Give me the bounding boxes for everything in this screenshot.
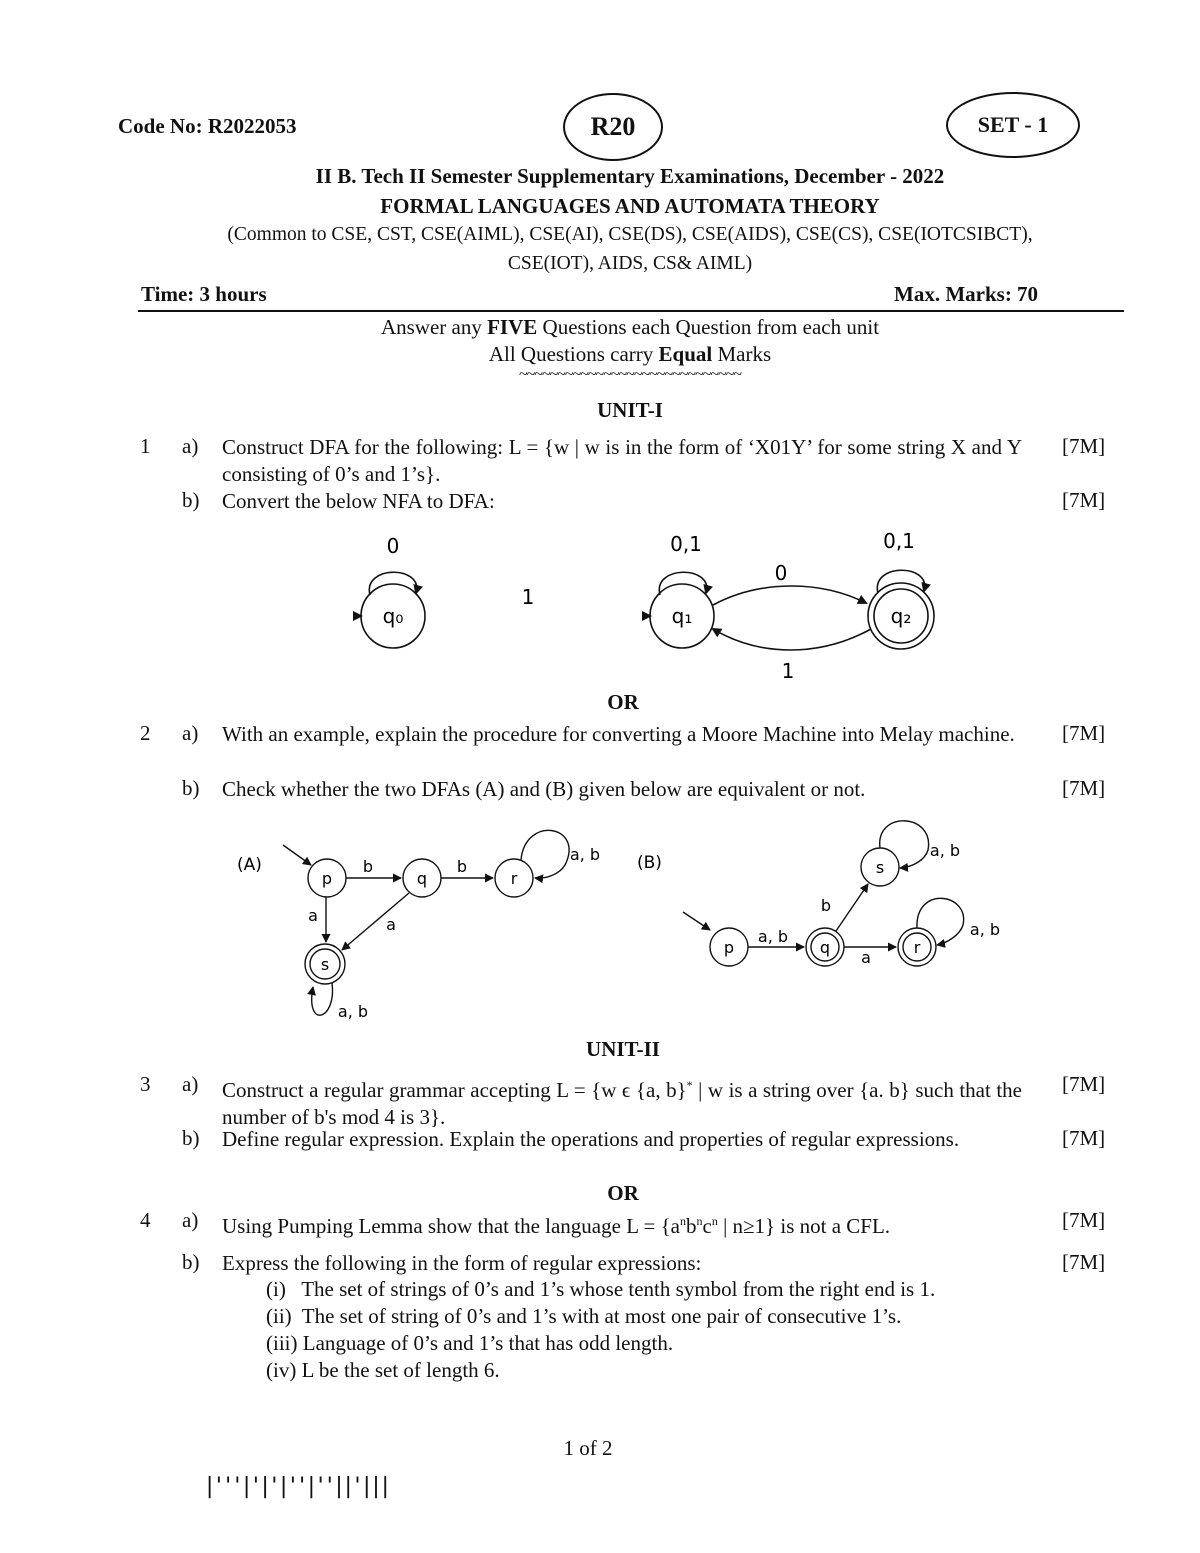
question-3-number: 3 [140,1072,151,1096]
question-4a-sup-2: n [696,1214,703,1228]
question-3a-label: a) [182,1072,199,1096]
nfa-loop-q2-label: 0,1 [883,529,915,553]
question-2a-text: With an example, explain the procedure for converting a Moore Machine into Melay machine. [222,722,1015,746]
max-marks: Max. Marks: 70 [894,282,1039,306]
question-2-number: 2 [140,721,151,745]
tilde-separator: ~~~~~~~~~~~~~~~~~~~~~~~~~~~~~ [518,366,742,383]
dfa-b-q-label: q [819,938,831,957]
question-2b-text: Check whether the two DFAs (A) and (B) given below are equivalent or not. [222,777,866,801]
nfa-edge-q2-q1-label: 1 [781,659,795,683]
dfa-b-loop-s [880,821,929,868]
question-4a-text-pre: Using Pumping Lemma show that the language L = {a [222,1214,680,1238]
question-1b-marks: [7M] [1062,488,1106,512]
dfa-a-loop-s-label: a, b [337,1002,369,1021]
nfa-edge-q2-q1 [713,629,871,650]
nfa-edge-q1-q2 [713,586,866,605]
dfa-a-edge-qr-label: b [456,857,468,876]
nfa-loop-q1-label: 0,1 [670,532,702,556]
or-separator-2: OR [607,1181,639,1205]
question-1a-marks: [7M] [1062,434,1106,458]
dfa-a-loop-s [312,983,333,1015]
dfa-b-s-label: s [875,858,885,877]
unit-1-heading: UNIT-I [597,398,663,422]
dfa-a-loop-r-label: a, b [569,845,601,864]
dfa-b-edge-qs [836,884,868,931]
barcode-text: |'''|'|'|''|''||'||| [203,1474,388,1499]
instruction-1-bold: FIVE [487,315,538,339]
common-to-line-1: (Common to CSE, CST, CSE(AIML), CSE(AI), CSE(DS), CSE(AIDS), CSE(CS), CSE(IOTCSIBCT), [227,224,1033,245]
question-3a-text-pre: Construct a regular grammar accepting L = {w ϵ {a, b} [222,1078,687,1102]
question-4a-text [222,1208,1022,1240]
nfa-q0-label: q₀ [382,604,404,628]
set-label: SET - 1 [977,112,1049,137]
dfa-a-p-label: p [321,869,333,888]
question-4a-mid-1: b [685,1214,697,1238]
header-divider [138,310,1124,312]
question-4a-marks: [7M] [1062,1208,1106,1232]
dfa-b-p-label: p [723,938,735,957]
instruction-1-post: Questions each Question from each unit [537,315,880,339]
dfa-b-loop-r [917,898,964,945]
dfa-b-edge-pq-label: a, b [757,927,789,946]
nfa-q1-label: q₁ [671,604,693,628]
dfa-b-edge-qs-label: b [820,896,832,915]
regulation-label: R20 [590,112,636,141]
question-4a-sup-3: n [711,1214,718,1228]
instruction-2-post: Marks [712,342,772,366]
question-4a-label: a) [182,1208,199,1232]
question-2b-marks: [7M] [1062,776,1106,800]
question-3a-text-post: | w is a string over {a. b} such that the number of b's mod 4 is 3}. [222,1078,1023,1129]
dfa-a-s-label: s [320,955,330,974]
instruction-2-bold: Equal [658,342,713,366]
dfa-b-loop-s-label: a, b [929,841,961,860]
dfa-b-r-label: r [913,938,921,957]
dfa-a-loop-r [521,830,569,878]
dfa-a-label: (A) [237,855,262,875]
regulation-badge [563,93,663,161]
question-3b-label: b) [182,1126,200,1150]
question-3a-marks: [7M] [1062,1072,1106,1096]
question-4b-item-4: (iv) L be the set of length 6. [266,1358,500,1382]
dfa-b-loop-r-label: a, b [969,920,1001,939]
nfa-middle-label: 1 [521,585,535,609]
nfa-q2-label: q₂ [890,604,912,628]
code-number: Code No: R2022053 [118,114,297,138]
question-3a-text [222,1072,1022,1131]
dfa-a-edge-qs-label: a [386,915,396,934]
dfa-b-edge-qr-label: a [861,948,871,967]
question-4b-marks: [7M] [1062,1250,1106,1274]
instruction-line-2 [130,342,1130,367]
time-allowed: Time: 3 hours [141,282,267,306]
nfa-loop-q0-label: 0 [386,534,400,558]
dfa-a-edge-ps-label: a [308,906,318,925]
question-2a-label: a) [182,721,199,745]
dfa-diagrams [225,815,1015,1030]
instruction-2-pre: All Questions carry [488,342,659,366]
question-4b-label: b) [182,1250,200,1274]
question-2a-marks: [7M] [1062,721,1106,745]
question-4a-mid-2: c [702,1214,712,1238]
dfa-a-edge-qs [342,893,409,950]
question-4b-item-1: (i) The set of strings of 0’s and 1’s whose tenth symbol from the right end is 1. [266,1277,936,1301]
question-4-number: 4 [140,1208,151,1232]
question-1b-text: Convert the below NFA to DFA: [222,489,495,513]
nfa-edge-q1-q2-label: 0 [774,561,788,585]
question-4b-text: Express the following in the form of regular expressions: [222,1251,702,1275]
page-number: 1 of 2 [563,1436,613,1460]
unit-2-heading: UNIT-II [586,1037,660,1061]
question-3b-marks: [7M] [1062,1126,1106,1150]
question-2b-label: b) [182,776,200,800]
question-4a-text-post: | n≥1} is not a CFL. [717,1214,891,1238]
common-to-line-2: CSE(IOT), AIDS, CS& AIML) [507,253,753,274]
question-4a-sup-1: n [679,1214,686,1228]
dfa-a-r-label: r [510,869,518,888]
instruction-1-pre: Answer any [380,315,488,339]
or-separator-1: OR [607,690,639,714]
dfa-a-edge-pq-label: b [362,857,374,876]
question-1a-label: a) [182,434,199,458]
question-4b-item-2: (ii) The set of string of 0’s and 1’s with at most one pair of consecutive 1’s. [266,1304,902,1328]
question-3a-superscript: * [686,1078,693,1092]
dfa-b-start-arrow [683,912,710,930]
dfa-a-start-arrow [283,845,311,865]
nfa-diagram [340,525,960,690]
dfa-a-q-label: q [416,869,428,888]
question-3b-text: Define regular expression. Explain the operations and properties of regular expressions. [222,1127,960,1151]
dfa-b-label: (B) [637,853,662,873]
set-badge [946,92,1080,158]
question-1b-label: b) [182,488,200,512]
instruction-line-1 [130,315,1130,340]
question-1-number: 1 [140,434,151,458]
exam-title: II B. Tech II Semester Supplementary Examinations, December - 2022 [315,164,945,188]
question-4b-item-3: (iii) Language of 0’s and 1’s that has odd length. [266,1331,674,1355]
subject-title: FORMAL LANGUAGES AND AUTOMATA THEORY [380,194,880,218]
question-1a-text: Construct DFA for the following: L = {w | w is in the form of ‘X01Y’ for some string X and Y consisting of 0’s and 1’s}. [222,435,1022,486]
